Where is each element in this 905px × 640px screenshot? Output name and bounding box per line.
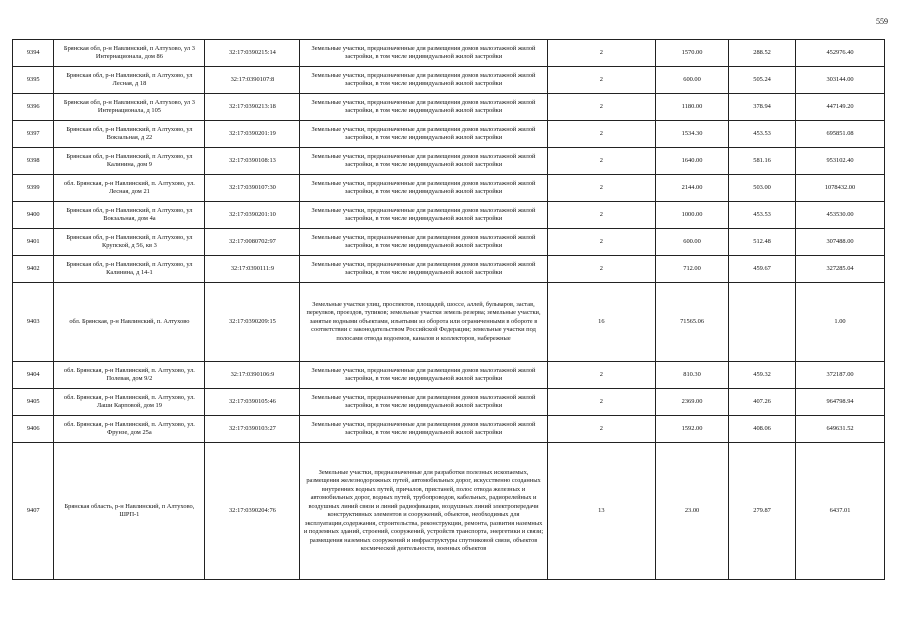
address-cell: Брянская обл, р-н Навлинский, п Алтухово, ул Калинина, дом 9	[54, 148, 205, 175]
area-cell: 600.00	[656, 67, 729, 94]
land-use-cell: Земельные участки, предназначенные для размещения домов малоэтажной жилой застройки, в том числе индивидуальной жилой застройки	[300, 40, 547, 67]
table-row	[13, 443, 885, 580]
specific-value-cell: 459.67	[729, 256, 796, 283]
area-cell: 2369.00	[656, 389, 729, 416]
specific-value-cell: 378.94	[729, 94, 796, 121]
land-registry-table	[12, 39, 885, 580]
area-cell: 1534.30	[656, 121, 729, 148]
cadastral-value-cell: 452976.40	[796, 40, 885, 67]
table-row	[13, 121, 885, 148]
area-cell: 1180.00	[656, 94, 729, 121]
group-code-cell: 2	[547, 175, 655, 202]
cadastral-number-cell: 32:17:0390105:46	[205, 389, 300, 416]
cadastral-value-cell: 447149.20	[796, 94, 885, 121]
land-use-cell: Земельные участки, предназначенные для размещения домов малоэтажной жилой застройки, в том числе индивидуальной жилой застройки	[300, 229, 547, 256]
cadastral-value-cell: 6437.01	[796, 443, 885, 580]
table-row	[13, 362, 885, 389]
specific-value-cell: 512.48	[729, 229, 796, 256]
row-number-cell: 9396	[13, 94, 54, 121]
row-number-cell: 9400	[13, 202, 54, 229]
group-code-cell: 2	[547, 148, 655, 175]
table-row	[13, 283, 885, 362]
group-code-cell: 2	[547, 229, 655, 256]
address-cell: обл. Брянская, р-н Навлинский, п. Алтухово, ул. Фрунзе, дом 25а	[54, 416, 205, 443]
address-cell: Брянская область, р-н Навлинский, п Алтухово, ШРП-1	[54, 443, 205, 580]
cadastral-number-cell: 32:17:0080702:97	[205, 229, 300, 256]
area-cell: 2144.00	[656, 175, 729, 202]
table-row	[13, 67, 885, 94]
area-cell: 600.00	[656, 229, 729, 256]
land-use-cell: Земельные участки, предназначенные для размещения домов малоэтажной жилой застройки, в том числе индивидуальной жилой застройки	[300, 362, 547, 389]
specific-value-cell: 407.26	[729, 389, 796, 416]
cadastral-number-cell: 32:17:0390107:8	[205, 67, 300, 94]
cadastral-value-cell: 327285.04	[796, 256, 885, 283]
land-use-cell: Земельные участки улиц, проспектов, площадей, шоссе, аллей, бульваров, застав, переулков, проездов, тупиков; земельные участки земель резерва; земельные участки, занятые водными объектами, изъятыми из оборота или ограниченными в обороте в соответствии с законодательством Российской Федерации; земельные участки под полосами отвода водоемов, каналов и коллекторов, набережные	[300, 283, 547, 362]
row-number-cell: 9395	[13, 67, 54, 94]
table-row	[13, 40, 885, 67]
address-cell: Брянская обл, р-н Навлинский, п Алтухово, ул Вокзальная, дом 4а	[54, 202, 205, 229]
row-number-cell: 9405	[13, 389, 54, 416]
address-cell: обл. Брянская, р-н Навлинский, п. Алтухово, ул. Лаши Карповой, дом 19	[54, 389, 205, 416]
group-code-cell: 2	[547, 389, 655, 416]
table-row	[13, 256, 885, 283]
land-use-cell: Земельные участки, предназначенные для разработки полезных ископаемых, размещения железнодорожных путей, автомобильных дорог, искусственно созданных внутренних водных путей, причалов, пристаней, полос отвода железных и автомобильных дорог, водных путей, трубопроводов, кабельных, радиорелейных и воздушных линий связи и линий радиофикации, воздушных линий электропередачи конструктивных элементов и сооружений, объектов, необходимых для эксплуатации,содержания, строительства, реконструкции, ремонта, развития наземных и подземных зданий, строений, сооружений, устройств транспорта, энергетики и связи; размещения наземных сооружений и инфраструктуры спутниковой связи, объектов космической деятельности, военных объектов	[300, 443, 547, 580]
cadastral-number-cell: 32:17:0390201:19	[205, 121, 300, 148]
row-number-cell: 9394	[13, 40, 54, 67]
cadastral-value-cell: 1.00	[796, 283, 885, 362]
cadastral-number-cell: 32:17:0390215:14	[205, 40, 300, 67]
row-number-cell: 9398	[13, 148, 54, 175]
land-use-cell: Земельные участки, предназначенные для размещения домов малоэтажной жилой застройки, в том числе индивидуальной жилой застройки	[300, 256, 547, 283]
address-cell: Брянская обл, р-н Навлинский, п Алтухово, ул Вокзальная, д 22	[54, 121, 205, 148]
land-use-cell: Земельные участки, предназначенные для размещения домов малоэтажной жилой застройки, в том числе индивидуальной жилой застройки	[300, 202, 547, 229]
specific-value-cell: 453.53	[729, 202, 796, 229]
cadastral-number-cell: 32:17:0390204:76	[205, 443, 300, 580]
row-number-cell: 9399	[13, 175, 54, 202]
area-cell: 23.00	[656, 443, 729, 580]
group-code-cell: 2	[547, 416, 655, 443]
land-use-cell: Земельные участки, предназначенные для размещения домов малоэтажной жилой застройки, в том числе индивидуальной жилой застройки	[300, 121, 547, 148]
area-cell: 810.30	[656, 362, 729, 389]
row-number-cell: 9403	[13, 283, 54, 362]
land-use-cell: Земельные участки, предназначенные для размещения домов малоэтажной жилой застройки, в том числе индивидуальной жилой застройки	[300, 175, 547, 202]
area-cell: 712.00	[656, 256, 729, 283]
area-cell: 1592.00	[656, 416, 729, 443]
row-number-cell: 9401	[13, 229, 54, 256]
row-number-cell: 9407	[13, 443, 54, 580]
table-row	[13, 94, 885, 121]
table-row	[13, 416, 885, 443]
specific-value-cell: 581.16	[729, 148, 796, 175]
area-cell: 1570.00	[656, 40, 729, 67]
table-row	[13, 202, 885, 229]
address-cell: обл. Брянская, р-н Навлинский, п. Алтухово	[54, 283, 205, 362]
row-number-cell: 9402	[13, 256, 54, 283]
specific-value-cell: 288.52	[729, 40, 796, 67]
specific-value-cell: 503.00	[729, 175, 796, 202]
land-use-cell: Земельные участки, предназначенные для размещения домов малоэтажной жилой застройки, в том числе индивидуальной жилой застройки	[300, 94, 547, 121]
cadastral-number-cell: 32:17:0390111:9	[205, 256, 300, 283]
land-use-cell: Земельные участки, предназначенные для размещения домов малоэтажной жилой застройки, в том числе индивидуальной жилой застройки	[300, 389, 547, 416]
area-cell: 1640.00	[656, 148, 729, 175]
table-row	[13, 148, 885, 175]
cadastral-number-cell: 32:17:0390213:18	[205, 94, 300, 121]
address-cell: Брянская обл, р-н Навлинский, п Алтухово, ул 3 Интернационала, дом 86	[54, 40, 205, 67]
page-number: 559	[876, 17, 888, 26]
group-code-cell: 2	[547, 202, 655, 229]
group-code-cell: 16	[547, 283, 655, 362]
group-code-cell: 13	[547, 443, 655, 580]
specific-value-cell: 453.53	[729, 121, 796, 148]
table-row	[13, 389, 885, 416]
specific-value-cell: 279.87	[729, 443, 796, 580]
cadastral-value-cell: 303144.00	[796, 67, 885, 94]
group-code-cell: 2	[547, 362, 655, 389]
specific-value-cell: 505.24	[729, 67, 796, 94]
land-use-cell: Земельные участки, предназначенные для размещения домов малоэтажной жилой застройки, в том числе индивидуальной жилой застройки	[300, 148, 547, 175]
area-cell: 71565.06	[656, 283, 729, 362]
specific-value-cell: 408.06	[729, 416, 796, 443]
row-number-cell: 9404	[13, 362, 54, 389]
group-code-cell: 2	[547, 67, 655, 94]
specific-value-cell	[729, 283, 796, 362]
cadastral-number-cell: 32:17:0390107:30	[205, 175, 300, 202]
group-code-cell: 2	[547, 40, 655, 67]
registry-table-body	[13, 40, 885, 580]
address-cell: Брянская обл, р-н Навлинский, п Алтухово, ул Лесная, д 18	[54, 67, 205, 94]
group-code-cell: 2	[547, 94, 655, 121]
row-number-cell: 9406	[13, 416, 54, 443]
address-cell: Брянская обл, р-н Навлинский, п Алтухово, ул Крупской, д 56, кв 3	[54, 229, 205, 256]
group-code-cell: 2	[547, 256, 655, 283]
land-use-cell: Земельные участки, предназначенные для размещения домов малоэтажной жилой застройки, в том числе индивидуальной жилой застройки	[300, 67, 547, 94]
address-cell: обл. Брянская, р-н Навлинский, п. Алтухово, ул. Полевая, дом 9/2	[54, 362, 205, 389]
row-number-cell: 9397	[13, 121, 54, 148]
cadastral-value-cell: 307488.00	[796, 229, 885, 256]
cadastral-value-cell: 1078432.00	[796, 175, 885, 202]
table-row	[13, 175, 885, 202]
cadastral-value-cell: 372187.00	[796, 362, 885, 389]
cadastral-value-cell: 453530.00	[796, 202, 885, 229]
cadastral-number-cell: 32:17:0390209:15	[205, 283, 300, 362]
land-use-cell: Земельные участки, предназначенные для размещения домов малоэтажной жилой застройки, в том числе индивидуальной жилой застройки	[300, 416, 547, 443]
area-cell: 1000.00	[656, 202, 729, 229]
group-code-cell: 2	[547, 121, 655, 148]
address-cell: Брянская обл, р-н Навлинский, п Алтухово, ул 3 Интернационала, д 105	[54, 94, 205, 121]
cadastral-value-cell: 695851.08	[796, 121, 885, 148]
cadastral-number-cell: 32:17:0390106:9	[205, 362, 300, 389]
specific-value-cell: 459.32	[729, 362, 796, 389]
cadastral-value-cell: 964798.94	[796, 389, 885, 416]
cadastral-number-cell: 32:17:0390103:27	[205, 416, 300, 443]
cadastral-number-cell: 32:17:0390201:10	[205, 202, 300, 229]
cadastral-number-cell: 32:17:0390108:13	[205, 148, 300, 175]
cadastral-value-cell: 953102.40	[796, 148, 885, 175]
cadastral-value-cell: 649631.52	[796, 416, 885, 443]
address-cell: Брянская обл, р-н Навлинский, п Алтухово, ул Калинина, д 14-1	[54, 256, 205, 283]
address-cell: обл. Брянская, р-н Навлинский, п. Алтухово, ул. Лесная, дом 21	[54, 175, 205, 202]
table-row	[13, 229, 885, 256]
